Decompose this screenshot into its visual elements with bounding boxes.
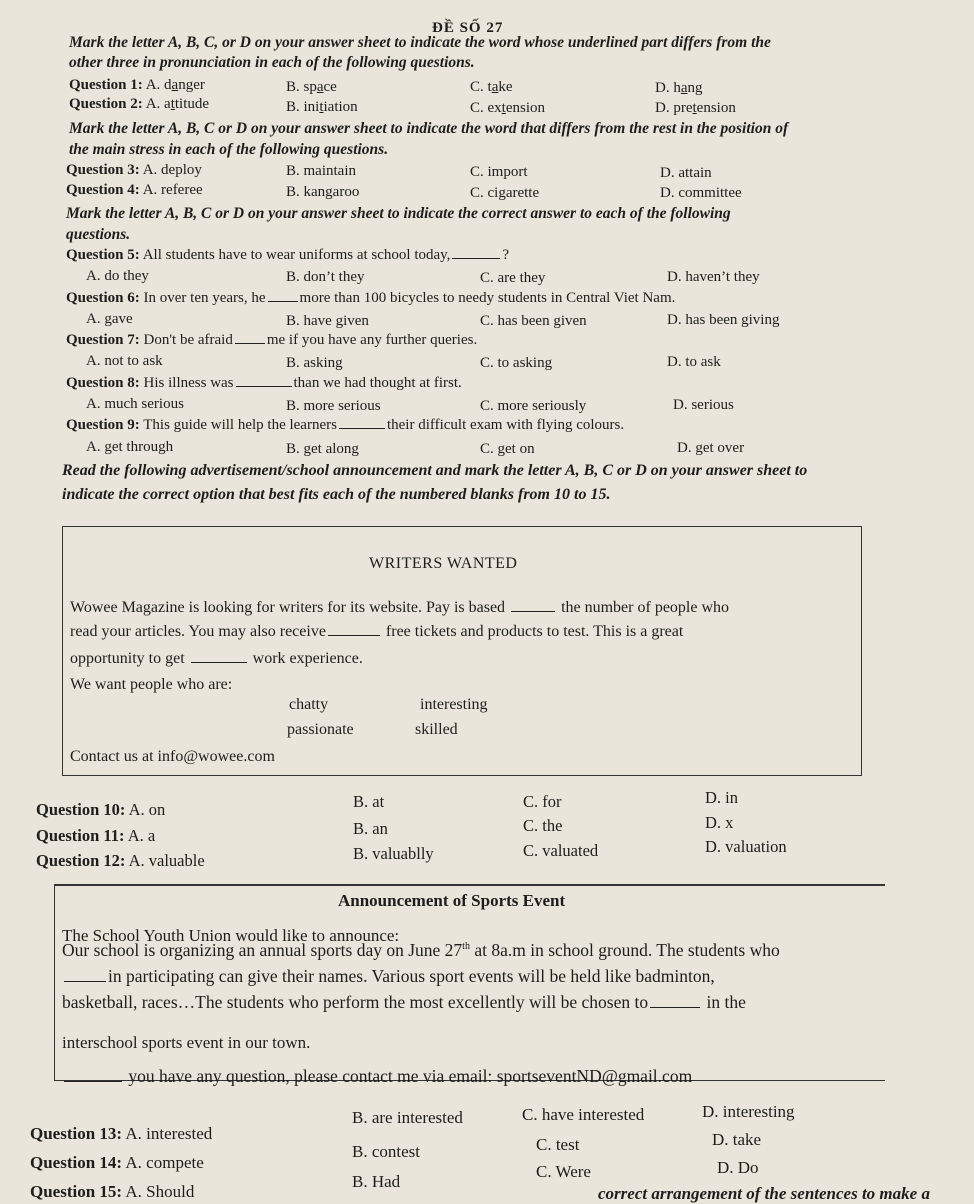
- instruction-correct-line2: questions.: [66, 226, 131, 243]
- question-6-option-d[interactable]: D. has been giving: [667, 312, 780, 328]
- question-4-option-c[interactable]: C. cigarette: [470, 185, 540, 201]
- question-1-option-b[interactable]: B. space: [286, 79, 337, 95]
- advertisement-line-2: read your articles. You may also receive free tickets and products to test. This is a great: [70, 623, 684, 640]
- question-10: Question 10: A. on: [36, 800, 166, 819]
- question-8-option-b[interactable]: B. more serious: [286, 398, 381, 414]
- instruction-pronunciation-line1: Mark the letter A, B, C, or D on your answer sheet to indicate the word whose underlined part differs from the: [69, 34, 771, 51]
- question-2: Question 2: A. attitude: [69, 96, 210, 112]
- question-13-option-d[interactable]: D. interesting: [702, 1102, 795, 1121]
- question-7: Question 7: Don't be afraid me if you have any further queries.: [66, 332, 478, 348]
- question-2-option-b[interactable]: B. initiation: [286, 99, 358, 115]
- question-4: Question 4: A. referee: [66, 182, 203, 198]
- question-9-option-d[interactable]: D. get over: [677, 440, 745, 456]
- question-14-option-c[interactable]: C. test: [536, 1135, 580, 1154]
- advertisement-trait-chatty: chatty: [289, 696, 329, 713]
- question-9-option-b[interactable]: B. get along: [286, 441, 359, 457]
- announcement-line-3: in participating can give their names. Various sport events will be held like badminton,: [62, 966, 715, 987]
- question-9-option-c[interactable]: C. get on: [480, 441, 535, 457]
- question-5-option-a[interactable]: A. do they: [86, 268, 149, 284]
- advertisement-trait-skilled: skilled: [415, 721, 458, 738]
- question-15: Question 15: A. Should: [30, 1182, 195, 1201]
- question-10-option-c[interactable]: C. for: [523, 792, 562, 811]
- page-title: ĐỀ SỐ 27: [432, 20, 504, 36]
- announcement-line-6: you have any question, please contact me via email: sportseventND@gmail.com: [62, 1066, 692, 1087]
- announcement-line-2: Our school is organizing an annual sports day on June 27th at 8a.m in school ground. The students who: [62, 940, 780, 960]
- question-14-option-d[interactable]: D. take: [712, 1130, 762, 1149]
- question-8-option-d[interactable]: D. serious: [673, 397, 734, 413]
- question-9: Question 9: This guide will help the learners their difficult exam with flying colours.: [66, 417, 625, 433]
- question-13-option-b[interactable]: B. are interested: [352, 1108, 463, 1127]
- instruction-reading-line1: Read the following advertisement/school announcement and mark the letter A, B, C or D on your answer sheet to: [62, 462, 808, 479]
- question-7-option-b[interactable]: B. asking: [286, 355, 343, 371]
- question-10-option-b[interactable]: B. at: [353, 792, 385, 811]
- question-8: Question 8: His illness was than we had thought at first.: [66, 375, 462, 391]
- announcement-line-1: The School Youth Union would like to announce:: [62, 926, 400, 945]
- advertisement-trait-passionate: passionate: [287, 721, 354, 738]
- question-5-option-c[interactable]: C. are they: [480, 270, 546, 286]
- question-13-option-c[interactable]: C. have interested: [522, 1105, 645, 1124]
- advertisement-contact: Contact us at info@wowee.com: [70, 748, 275, 765]
- question-5: Question 5: All students have to wear uniforms at school today, ?: [66, 247, 510, 263]
- question-8-option-c[interactable]: C. more seriously: [480, 398, 587, 414]
- question-6-option-c[interactable]: C. has been given: [480, 313, 587, 329]
- question-4-option-d[interactable]: D. committee: [660, 185, 742, 201]
- question-12: Question 12: A. valuable: [36, 851, 205, 870]
- instruction-stress-line2: the main stress in each of the following questions.: [69, 141, 389, 158]
- question-14-option-b[interactable]: B. contest: [352, 1142, 420, 1161]
- announcement-line-4: basketball, races…The students who perform the most excellently will be chosen to in the: [62, 992, 746, 1012]
- advertisement-title: WRITERS WANTED: [369, 555, 518, 572]
- question-15-option-c[interactable]: C. Were: [536, 1162, 591, 1181]
- question-11: Question 11: A. a: [36, 826, 156, 845]
- question-7-option-c[interactable]: C. to asking: [480, 355, 553, 371]
- question-11-option-b[interactable]: B. an: [353, 819, 388, 838]
- question-10-option-d[interactable]: D. in: [705, 788, 738, 807]
- question-2-option-d[interactable]: D. pretension: [655, 100, 736, 116]
- advertisement-line-4: We want people who are:: [70, 676, 233, 693]
- question-5-option-b[interactable]: B. don’t they: [286, 269, 365, 285]
- advertisement-line-1: Wowee Magazine is looking for writers for its website. Pay is based the number of people who: [70, 599, 730, 616]
- question-1-option-c[interactable]: C. take: [470, 79, 513, 95]
- instruction-reading-line2: indicate the correct option that best fits each of the numbered blanks from 10 to 15.: [62, 486, 611, 503]
- announcement-line-5: interschool sports event in our town.: [62, 1033, 311, 1052]
- instruction-correct-line1: Mark the letter A, B, C or D on your answer sheet to indicate the correct answer to each of the following: [66, 205, 731, 222]
- next-instruction-fragment: correct arrangement of the sentences to make a: [598, 1184, 930, 1203]
- question-15-option-b[interactable]: B. Had: [352, 1172, 401, 1191]
- question-1: Question 1: A. danger: [69, 77, 205, 93]
- question-12-option-b[interactable]: B. valuablly: [353, 844, 434, 863]
- advertisement-trait-interesting: interesting: [420, 696, 488, 713]
- advertisement-line-3: opportunity to get work experience.: [70, 650, 363, 667]
- instruction-pronunciation-line2: other three in pronunciation in each of the following questions.: [69, 54, 475, 71]
- question-4-option-b[interactable]: B. kangaroo: [286, 184, 360, 200]
- question-11-option-d[interactable]: D. x: [705, 813, 734, 832]
- question-6-option-a[interactable]: A. gave: [86, 311, 133, 327]
- question-7-option-a[interactable]: A. not to ask: [86, 353, 163, 369]
- question-12-option-d[interactable]: D. valuation: [705, 837, 787, 856]
- instruction-stress-line1: Mark the letter A, B, C or D on your answer sheet to indicate the word that differs from the rest in the position of: [69, 120, 789, 137]
- question-6: Question 6: In over ten years, he more than 100 bicycles to needy students in Central Viet Nam.: [66, 290, 676, 306]
- question-12-option-c[interactable]: C. valuated: [523, 841, 599, 860]
- announcement-title: Announcement of Sports Event: [338, 891, 566, 910]
- question-1-option-d[interactable]: D. hang: [655, 80, 703, 96]
- question-3-option-d[interactable]: D. attain: [660, 165, 712, 181]
- question-14: Question 14: A. compete: [30, 1153, 204, 1172]
- question-7-option-d[interactable]: D. to ask: [667, 354, 721, 370]
- question-13: Question 13: A. interested: [30, 1124, 213, 1143]
- question-8-option-a[interactable]: A. much serious: [86, 396, 184, 412]
- question-9-option-a[interactable]: A. get through: [86, 439, 174, 455]
- question-11-option-c[interactable]: C. the: [523, 816, 563, 835]
- question-2-option-c[interactable]: C. extension: [470, 100, 546, 116]
- question-15-option-d[interactable]: D. Do: [717, 1158, 759, 1177]
- question-3-option-b[interactable]: B. maintain: [286, 163, 356, 179]
- question-6-option-b[interactable]: B. have given: [286, 313, 369, 329]
- question-3-option-c[interactable]: C. import: [470, 164, 528, 180]
- question-3: Question 3: A. deploy: [66, 162, 202, 178]
- question-5-option-d[interactable]: D. haven’t they: [667, 269, 760, 285]
